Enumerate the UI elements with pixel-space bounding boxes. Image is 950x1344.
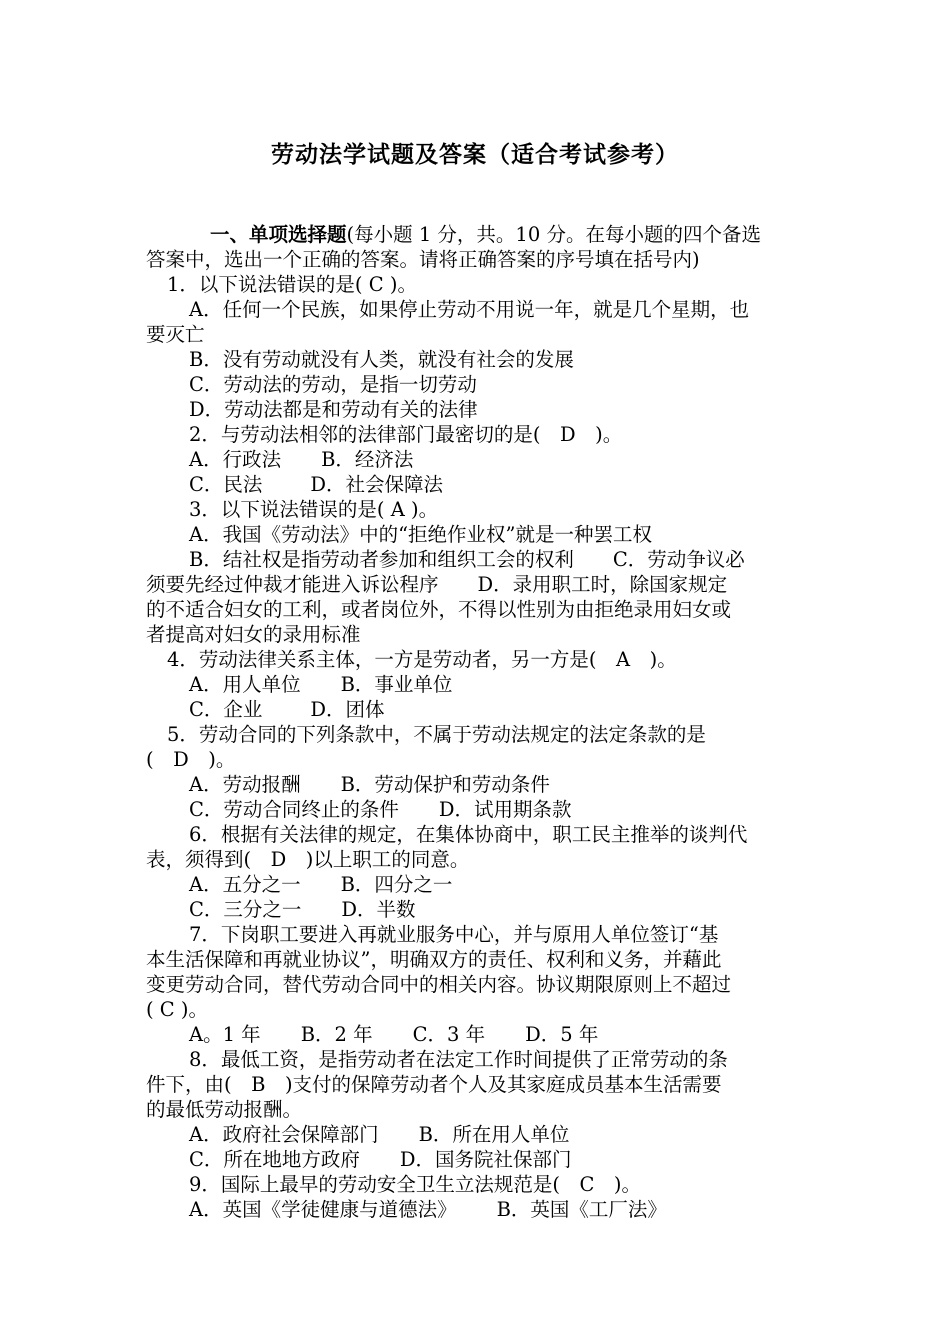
question-4-options-ab: [146, 672, 808, 697]
question-5-options-ab: [146, 772, 808, 797]
question-6-stem-cont: 表，须得到( D )以上职工的同意。: [146, 848, 470, 871]
question-2-options-cd: [146, 472, 808, 497]
question-8-options-cd: [146, 1147, 808, 1172]
section-instruction-cont: 答案中，选出一个正确的答案。请将正确答案的序号填在括号内): [146, 248, 700, 271]
document-body: [146, 222, 808, 1222]
question-8-option-b: B．所在用人单位: [418, 1123, 570, 1146]
question-8-stem: 8．最低工资，是指劳动者在法定工作时间提供了正常劳动的条: [189, 1048, 728, 1071]
section-instruction: (每小题 1 分，共。10 分。在每小题的四个备选: [346, 223, 761, 246]
question-5-option-c: C．劳动合同终止的条件: [189, 798, 399, 821]
question-7-option-b: B．2 年: [300, 1023, 373, 1046]
question-6-option-b: B．四分之一: [340, 873, 453, 896]
question-8-stem-cont-2: 的最低劳动报酬。: [146, 1098, 303, 1121]
section-intro: [146, 222, 808, 247]
question-5-option-d: D．试用期条款: [438, 798, 572, 821]
question-5-option-b: B．劳动保护和劳动条件: [340, 773, 550, 796]
question-4-option-b: B．事业单位: [340, 673, 453, 696]
question-8-option-a: A．政府社会保障部门: [189, 1123, 379, 1146]
question-7-option-d: D．5 年: [525, 1023, 599, 1046]
section-heading: 一、单项选择题: [210, 223, 347, 246]
question-3-cont-2: 的不适合妇女的工利，或者岗位外，不得以性别为由拒绝录用妇女或: [146, 598, 732, 621]
question-7-stem-cont-2: 变更劳动合同，替代劳动合同中的相关内容。协议期限原则上不超过: [146, 973, 732, 996]
question-3-stem: 3．以下说法错误的是( A )。: [189, 498, 439, 521]
question-3-cont-1: 须要先经过仲裁才能进入诉讼程序 D．录用职工时，除国家规定: [146, 573, 728, 596]
question-5-options-cd: [146, 797, 808, 822]
question-7-options: [146, 1022, 808, 1047]
question-9-option-a: A．英国《学徒健康与道德法》: [189, 1198, 457, 1221]
question-2-stem: 2．与劳动法相邻的法律部门最密切的是( D )。: [189, 423, 623, 446]
question-4-option-a: A．用人单位: [189, 673, 301, 696]
question-7-option-c: C．3 年: [412, 1023, 486, 1046]
question-9-option-b: B．英国《工厂法》: [496, 1198, 667, 1221]
question-6-option-a: A．五分之一: [189, 873, 301, 896]
question-8-options-ab: [146, 1122, 808, 1147]
question-6-stem: 6．根据有关法律的规定，在集体协商中，职工民主推举的谈判代: [189, 823, 748, 846]
question-2-option-c: C．民法: [189, 473, 263, 496]
question-6-options-cd: [146, 897, 808, 922]
question-1-option-d: D．劳动法都是和劳动有关的法律: [189, 398, 478, 421]
question-8-option-c: C．所在地地方政府: [189, 1148, 360, 1171]
question-2-option-a: A．行政法: [189, 448, 282, 471]
question-7-option-a: A。1 年: [189, 1023, 261, 1046]
question-7-stem-cont-3: ( C )。: [146, 998, 209, 1021]
question-4-options-cd: [146, 697, 808, 722]
question-4-option-c: C．企业: [189, 698, 263, 721]
question-9-options-ab: [146, 1197, 808, 1222]
question-3-option-b: B．结社权是指劳动者参加和组织工会的权利 C．劳动争议必: [189, 548, 745, 571]
question-2-option-b: B．经济法: [321, 448, 414, 471]
question-6-option-c: C．三分之一: [189, 898, 302, 921]
question-4-option-d: D．团体: [310, 698, 385, 721]
question-1-option-b: B．没有劳动就没有人类，就没有社会的发展: [189, 348, 574, 371]
question-6-option-d: D．半数: [341, 898, 416, 921]
question-3-option-a: A．我国《劳动法》中的“拒绝作业权”就是一种罢工权: [189, 523, 653, 546]
question-1-option-a: A．任何一个民族，如果停止劳动不用说一年，就是几个星期，也: [189, 298, 750, 321]
question-3-cont-3: 者提高对妇女的录用标准: [146, 623, 361, 646]
question-6-options-ab: [146, 872, 808, 897]
question-9-stem: 9．国际上最早的劳动安全卫生立法规范是( C )。: [189, 1173, 642, 1196]
question-1-stem: 1．以下说法错误的是( C )。: [167, 273, 417, 296]
question-7-stem: 7．下岗职工要进入再就业服务中心，并与原用人单位签订“基: [189, 923, 719, 946]
question-5-stem-cont: ( D )。: [146, 748, 236, 771]
question-1-option-c: C．劳动法的劳动，是指一切劳动: [189, 373, 477, 396]
question-2-option-d: D．社会保障法: [310, 473, 444, 496]
question-2-options-ab: [146, 447, 808, 472]
question-7-stem-cont-1: 本生活保障和再就业协议”，明确双方的责任、权利和义务，并藉此: [146, 948, 722, 971]
question-5-option-a: A．劳动报酬: [189, 773, 301, 796]
question-4-stem: 4．劳动法律关系主体，一方是劳动者，另一方是( A )。: [167, 648, 677, 671]
question-8-stem-cont-1: 件下，由( B )支付的保障劳动者个人及其家庭成员基本生活需要: [146, 1073, 722, 1096]
question-8-option-d: D．国务院社保部门: [399, 1148, 572, 1171]
question-1-option-a-cont: 要灭亡: [146, 323, 205, 346]
document-title: 劳动法学试题及答案（适合考试参考）: [271, 142, 679, 168]
question-5-stem: 5．劳动合同的下列条款中，不属于劳动法规定的法定条款的是: [167, 723, 706, 746]
